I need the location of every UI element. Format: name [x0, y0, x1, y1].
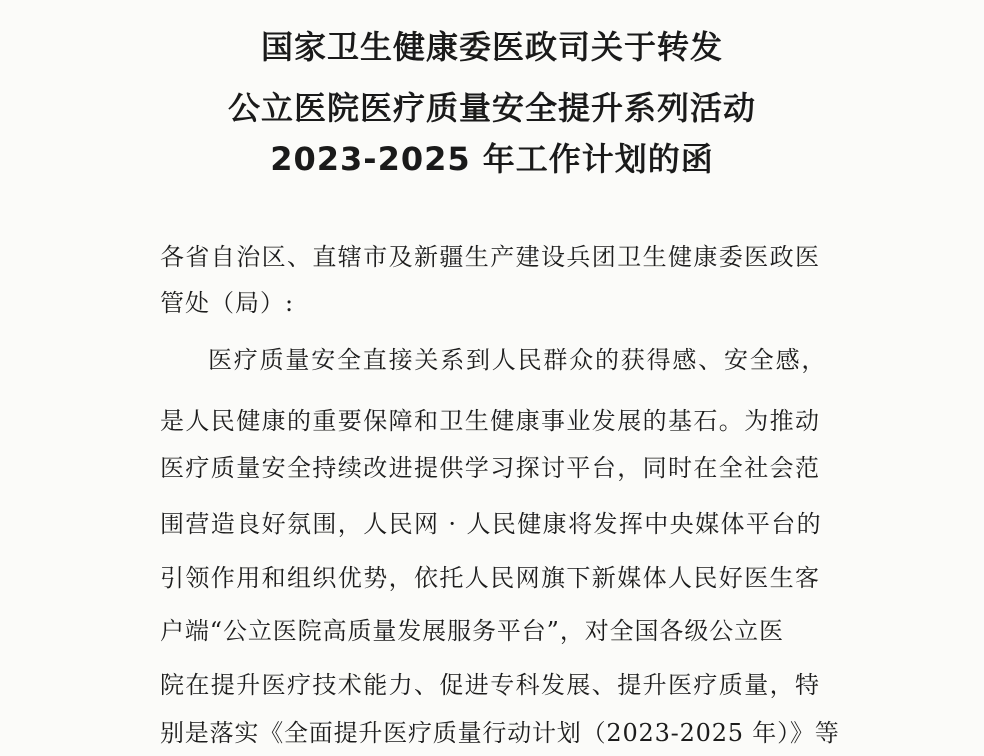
- addressee-line-1: 各省自治区、直辖市及新疆生产建设兵团卫生健康委医政医: [160, 243, 821, 271]
- document-title-line-3: 2023-2025 年工作计划的函: [270, 140, 714, 178]
- body-paragraph-line: 户端“公立医院高质量发展服务平台”，对全国各级公立医: [160, 617, 784, 645]
- document-title-line-1: 国家卫生健康委医政司关于转发: [260, 28, 723, 66]
- body-paragraph-line: 院在提升医疗技术能力、促进专科发展、提升医疗质量，特: [160, 671, 821, 699]
- body-paragraph-line: 引领作用和组织优势，依托人民网旗下新媒体人民好医生客: [160, 564, 821, 592]
- body-paragraph-line: 医疗质量安全直接关系到人民群众的获得感、安全感，: [208, 346, 828, 374]
- addressee-line-2: 管处（局）:: [160, 289, 295, 317]
- document-title-line-2: 公立医院医疗质量安全提升系列活动: [227, 89, 756, 127]
- body-paragraph-line: 围营造良好氛围，人民网 · 人民健康将发挥中央媒体平台的: [160, 510, 823, 538]
- body-paragraph-line: 是人民健康的重要保障和卫生健康事业发展的基石。为推动: [160, 407, 821, 435]
- body-paragraph-line: 医疗质量安全持续改进提供学习探讨平台，同时在全社会范: [160, 454, 821, 482]
- body-paragraph-line: 别是落实《全面提升医疗质量行动计划（2023-2025 年）》等: [160, 719, 840, 747]
